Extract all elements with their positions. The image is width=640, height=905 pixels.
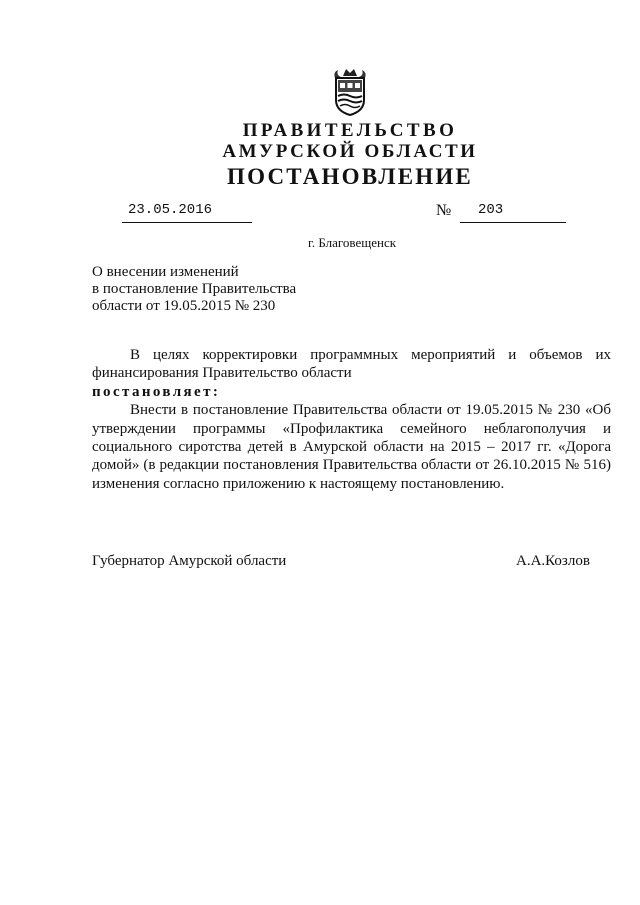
document-type-title: ПОСТАНОВЛЕНИЕ	[227, 164, 473, 189]
date-underline	[122, 222, 252, 223]
signatory-name: А.А.Козлов	[516, 553, 590, 569]
subject-line: области от 19.05.2015 № 230	[92, 298, 276, 314]
signatory-position: Губернатор Амурской области	[92, 553, 287, 569]
city-name: г. Благовещенск	[308, 235, 397, 250]
number-sign: №	[436, 202, 452, 219]
decree-paragraph: Внести в постановление Правительства области от 19.05.2015 № 230 «Об утверждении программы «Профилактика семейного неблагополучия и социального сиротства детей в Амурской области на 2015 – 2017 гг. «Дорога домой» (в редакции постановления Правительства области от 26.10.2015 № 516) изменения согласно приложению к настоящему постановлению.	[92, 402, 611, 492]
number-underline	[460, 222, 566, 223]
document-body	[92, 346, 611, 493]
document-subject	[92, 264, 296, 315]
document-number: 203	[478, 202, 504, 218]
coat-of-arms-icon	[330, 66, 370, 116]
decree-word: постановляет:	[92, 383, 221, 400]
subject-line: в постановление Правительства	[92, 281, 297, 297]
subject-line: О внесении изменений	[92, 264, 239, 280]
preamble-paragraph: В целях корректировки программных мероприятий и объемов их финансирования Правительство области	[92, 347, 611, 382]
document-date: 23.05.2016	[128, 202, 213, 218]
region-title: АМУРСКОЙ ОБЛАСТИ	[222, 141, 478, 162]
government-title: ПРАВИТЕЛЬСТВО	[242, 120, 458, 141]
